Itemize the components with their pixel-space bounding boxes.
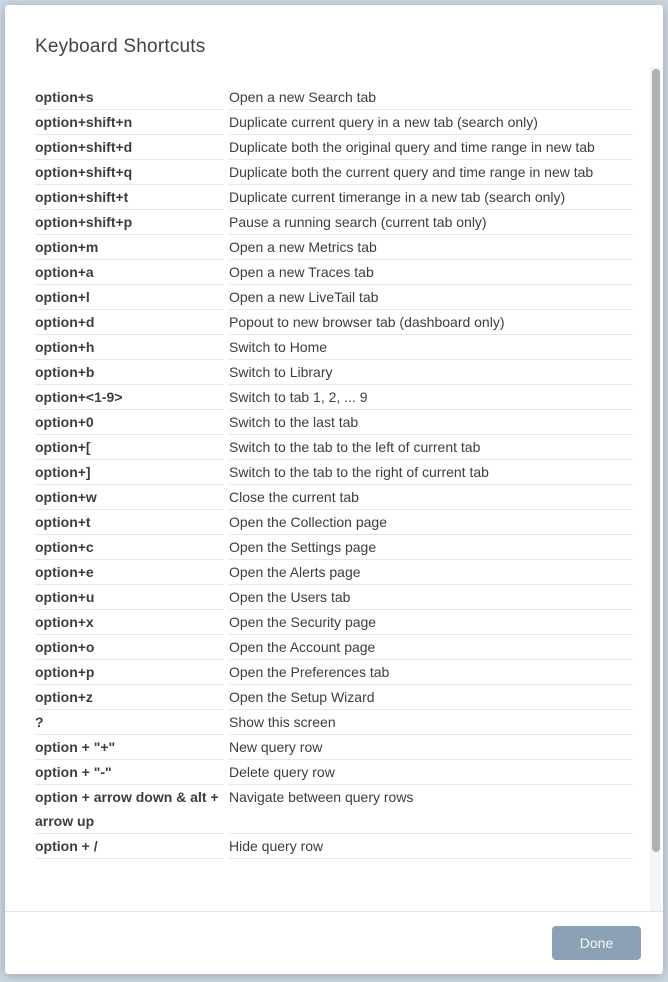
shortcut-description: Open the Setup Wizard	[229, 685, 633, 710]
shortcut-description: Switch to the last tab	[229, 410, 633, 435]
shortcut-keys: option+<1-9>	[35, 385, 224, 410]
shortcut-description: Open the Alerts page	[229, 560, 633, 585]
shortcut-row	[35, 335, 633, 360]
shortcut-keys: option+a	[35, 260, 224, 285]
shortcut-keys: option+o	[35, 635, 224, 660]
shortcut-row	[35, 110, 633, 135]
shortcut-description: Navigate between query rows	[229, 785, 633, 834]
shortcut-keys: option+b	[35, 360, 224, 385]
shortcut-keys: option+shift+d	[35, 135, 224, 160]
shortcut-keys: option+l	[35, 285, 224, 310]
shortcut-keys: ?	[35, 710, 224, 735]
shortcut-description: Open a new Traces tab	[229, 260, 633, 285]
shortcut-description: Duplicate current timerange in a new tab (search only)	[229, 185, 633, 210]
shortcut-keys: option+shift+t	[35, 185, 224, 210]
scrollbar-thumb[interactable]	[652, 69, 660, 852]
shortcut-keys: option+shift+p	[35, 210, 224, 235]
shortcut-description: Show this screen	[229, 710, 633, 735]
shortcut-row	[35, 560, 633, 585]
shortcut-row	[35, 660, 633, 685]
shortcuts-scroll-area[interactable]	[5, 67, 663, 912]
shortcut-keys: option + /	[35, 834, 224, 859]
shortcut-row	[35, 685, 633, 710]
shortcut-description: Open a new LiveTail tab	[229, 285, 633, 310]
shortcut-description: Switch to Home	[229, 335, 633, 360]
shortcut-description: Open the Settings page	[229, 535, 633, 560]
shortcut-row	[35, 710, 633, 735]
shortcut-keys: option+0	[35, 410, 224, 435]
shortcut-row	[35, 834, 633, 859]
shortcut-keys: option+s	[35, 85, 224, 110]
shortcut-description: Open the Users tab	[229, 585, 633, 610]
shortcut-keys: option+u	[35, 585, 224, 610]
shortcut-description: Switch to tab 1, 2, ... 9	[229, 385, 633, 410]
shortcut-description: Delete query row	[229, 760, 633, 785]
shortcut-row	[35, 485, 633, 510]
shortcut-row	[35, 360, 633, 385]
shortcut-description: Open the Account page	[229, 635, 633, 660]
shortcut-row	[35, 760, 633, 785]
shortcut-keys: option + "-"	[35, 760, 224, 785]
shortcut-row	[35, 735, 633, 760]
shortcut-keys: option+h	[35, 335, 224, 360]
shortcut-keys: option+p	[35, 660, 224, 685]
shortcut-row	[35, 610, 633, 635]
shortcut-keys: option+[	[35, 435, 224, 460]
shortcut-row	[35, 435, 633, 460]
shortcuts-table	[5, 67, 663, 859]
shortcut-keys: option+t	[35, 510, 224, 535]
dialog-footer	[5, 912, 663, 974]
shortcut-row	[35, 585, 633, 610]
keyboard-shortcuts-dialog	[5, 5, 663, 974]
shortcut-row	[35, 410, 633, 435]
shortcut-description: Open a new Search tab	[229, 85, 633, 110]
shortcut-row	[35, 310, 633, 335]
shortcut-keys: option+d	[35, 310, 224, 335]
shortcut-row	[35, 85, 633, 110]
shortcut-row	[35, 535, 633, 560]
shortcut-row	[35, 385, 633, 410]
done-button[interactable]: Done	[552, 926, 641, 960]
shortcut-row	[35, 185, 633, 210]
shortcut-row	[35, 460, 633, 485]
shortcut-keys: option+m	[35, 235, 224, 260]
shortcut-description: Duplicate current query in a new tab (search only)	[229, 110, 633, 135]
shortcut-description: Duplicate both the current query and time range in new tab	[229, 160, 633, 185]
shortcut-description: Pause a running search (current tab only)	[229, 210, 633, 235]
shortcut-description: Open the Collection page	[229, 510, 633, 535]
shortcut-description: Open a new Metrics tab	[229, 235, 633, 260]
shortcut-row	[35, 510, 633, 535]
shortcut-row	[35, 785, 633, 834]
shortcut-keys: option + "+"	[35, 735, 224, 760]
shortcut-description: Duplicate both the original query and time range in new tab	[229, 135, 633, 160]
shortcut-row	[35, 635, 633, 660]
shortcut-keys: option+]	[35, 460, 224, 485]
shortcut-description: Close the current tab	[229, 485, 633, 510]
shortcut-keys: option+shift+q	[35, 160, 224, 185]
shortcut-keys: option+z	[35, 685, 224, 710]
dialog-title: Keyboard Shortcuts	[35, 36, 206, 57]
scrollbar-track[interactable]	[650, 67, 661, 911]
shortcut-description: Switch to the tab to the right of current tab	[229, 460, 633, 485]
shortcut-keys: option+w	[35, 485, 224, 510]
shortcut-description: Popout to new browser tab (dashboard only)	[229, 310, 633, 335]
shortcut-description: Switch to Library	[229, 360, 633, 385]
shortcut-row	[35, 260, 633, 285]
shortcut-description: Open the Security page	[229, 610, 633, 635]
shortcut-row	[35, 160, 633, 185]
shortcut-description: Switch to the tab to the left of current tab	[229, 435, 633, 460]
shortcut-description: Hide query row	[229, 834, 633, 859]
shortcut-row	[35, 210, 633, 235]
shortcut-keys: option+shift+n	[35, 110, 224, 135]
shortcut-keys: option + arrow down & alt + arrow up	[35, 785, 224, 834]
shortcut-keys: option+x	[35, 610, 224, 635]
shortcut-row	[35, 285, 633, 310]
shortcut-description: New query row	[229, 735, 633, 760]
shortcut-keys: option+e	[35, 560, 224, 585]
shortcut-keys: option+c	[35, 535, 224, 560]
shortcut-row	[35, 235, 633, 260]
shortcut-row	[35, 135, 633, 160]
shortcut-description: Open the Preferences tab	[229, 660, 633, 685]
